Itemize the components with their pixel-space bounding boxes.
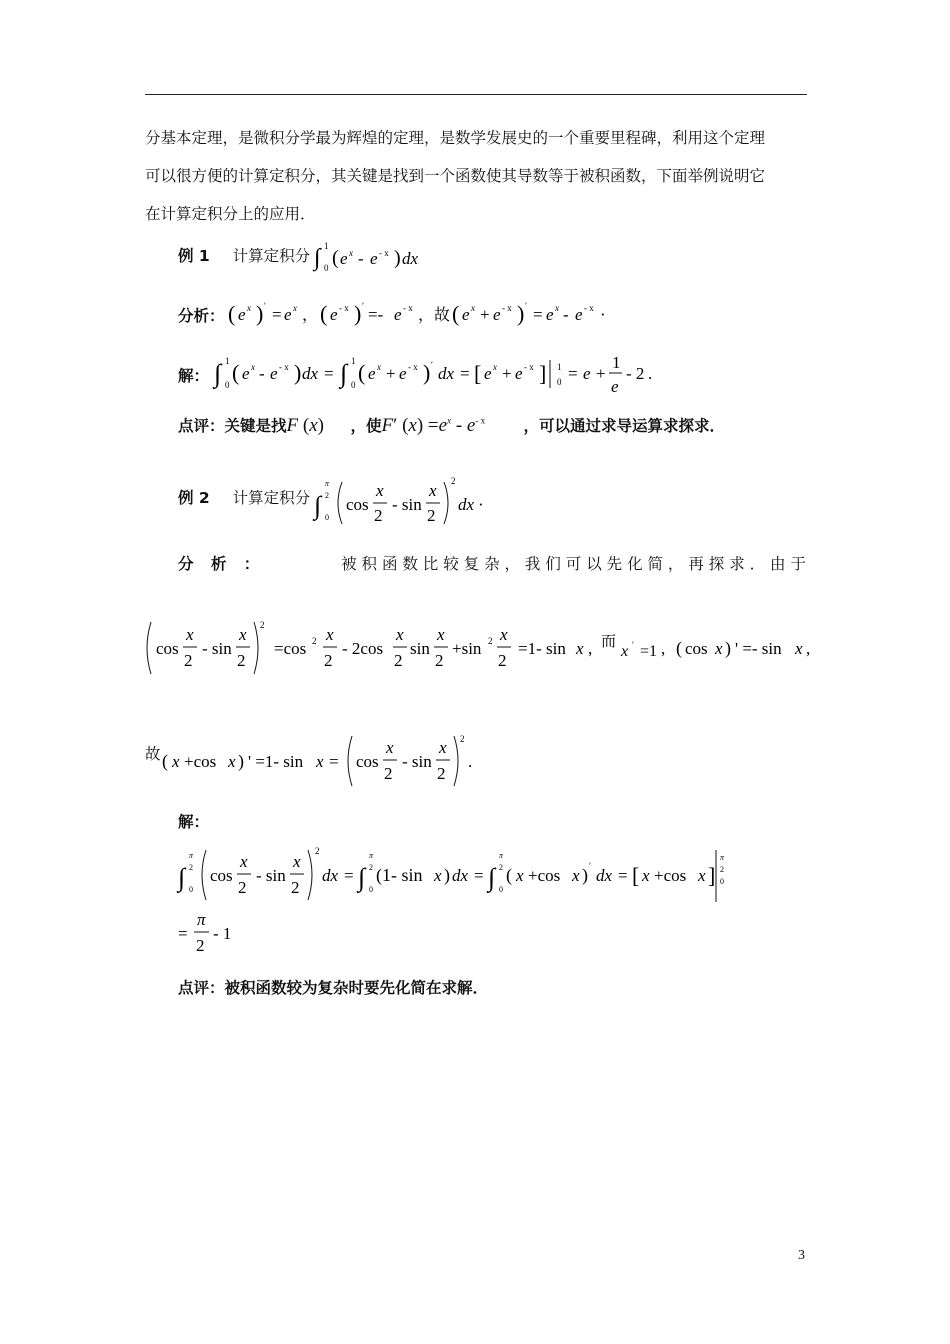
- svg-text:x: x: [715, 639, 723, 658]
- svg-text:-: -: [358, 249, 364, 268]
- svg-text:cos: cos: [156, 639, 179, 658]
- svg-text:x: x: [572, 866, 580, 885]
- svg-text:-: -: [563, 305, 569, 324]
- svg-text:,: ,: [661, 639, 666, 658]
- intro-line-2: 可以很方便的计算定积分，其关键是找到一个函数使其导数等于被积函数，下面举例说明它: [145, 167, 766, 185]
- svg-text:dx: dx: [402, 249, 419, 268]
- svg-text:x: x: [500, 625, 508, 644]
- svg-text:(: (: [332, 247, 339, 269]
- svg-text:2: 2: [435, 651, 444, 670]
- svg-text:cos: cos: [356, 752, 379, 771]
- svg-text:x: x: [437, 625, 445, 644]
- svg-text:cos: cos: [210, 866, 233, 885]
- svg-text:2: 2: [394, 651, 403, 670]
- svg-text:dx: dx: [596, 866, 613, 885]
- svg-text:e: e: [370, 249, 378, 268]
- svg-text:2: 2: [196, 936, 205, 955]
- svg-text:): ): [517, 301, 525, 326]
- svg-text:∫: ∫: [488, 863, 496, 892]
- svg-text:x: x: [795, 639, 803, 658]
- svg-text:(: (: [232, 360, 240, 385]
- svg-text:2: 2: [184, 651, 193, 670]
- svg-text:- x: - x: [279, 362, 289, 372]
- svg-text:∫: ∫: [358, 863, 366, 892]
- svg-text:π: π: [197, 910, 206, 929]
- svg-text:∫: ∫: [314, 245, 321, 271]
- svg-text:2: 2: [325, 491, 329, 500]
- svg-text:x: x: [471, 303, 475, 313]
- svg-text:dx: dx: [302, 364, 319, 383]
- svg-text:x: x: [434, 866, 442, 885]
- svg-text:x: x: [621, 643, 629, 660]
- svg-text:e: e: [330, 305, 338, 324]
- intro-line-1: 分基本定理，是微积分学最为辉煌的定理，是数学发展史的一个重要里程碑，利用这个定理: [145, 129, 766, 147]
- svg-text:): ): [444, 865, 450, 885]
- svg-text:- x: - x: [403, 303, 413, 313]
- example-1-comment-text-b: ，使: [350, 417, 382, 435]
- svg-text:∫: ∫: [178, 863, 186, 892]
- svg-text:·: ·: [478, 495, 484, 514]
- example-1-analysis-label: 分析：: [178, 307, 225, 325]
- svg-text:x: x: [698, 866, 706, 885]
- svg-text:): ): [354, 301, 362, 326]
- svg-text:- x: - x: [408, 362, 418, 372]
- svg-text:- 1: - 1: [213, 924, 232, 943]
- svg-text:π: π: [189, 851, 194, 860]
- svg-text:cos: cos: [346, 495, 369, 514]
- svg-text:- x: - x: [524, 362, 534, 372]
- svg-text:- 2cos: - 2cos: [342, 639, 384, 658]
- svg-text:e: e: [493, 305, 501, 324]
- svg-text:2: 2: [460, 734, 465, 744]
- svg-text:e: e: [484, 364, 492, 383]
- svg-text:2: 2: [312, 636, 317, 646]
- svg-text:2: 2: [260, 620, 265, 630]
- svg-text:=: =: [324, 364, 334, 383]
- svg-text:,: ,: [806, 639, 811, 658]
- svg-text:x: x: [642, 866, 650, 885]
- svg-text:=1- sin: =1- sin: [518, 639, 566, 658]
- svg-text:2: 2: [315, 846, 320, 856]
- svg-text:,: ,: [588, 639, 593, 658]
- svg-text:，: ，: [302, 307, 319, 324]
- svg-text:=: =: [272, 305, 282, 324]
- svg-text:2: 2: [451, 476, 456, 486]
- svg-text:=-: =-: [368, 305, 384, 324]
- svg-text:e: e: [546, 305, 554, 324]
- svg-text:=: =: [329, 752, 339, 771]
- example-1-solution-formula: [212, 348, 672, 398]
- svg-text:=: =: [178, 924, 188, 943]
- svg-text:): ): [725, 638, 731, 658]
- example-2-task-formula: [312, 474, 512, 530]
- svg-text:' =- sin: ' =- sin: [735, 639, 782, 658]
- example-2-solution-label: 解：: [178, 813, 210, 831]
- svg-text:x: x: [555, 303, 559, 313]
- svg-text:.: .: [468, 752, 473, 771]
- example-1-comment-f2: F′ $(x) =e^x - e^{- x}$: [381, 415, 486, 436]
- svg-text:): ): [423, 360, 431, 385]
- svg-text:+: +: [386, 364, 396, 383]
- svg-text:0: 0: [225, 380, 230, 390]
- svg-text:2: 2: [238, 878, 247, 897]
- svg-text:- sin: - sin: [256, 866, 286, 885]
- svg-text:[: [: [632, 863, 640, 888]
- svg-text:2: 2: [720, 865, 724, 874]
- svg-text:): ): [294, 360, 302, 385]
- svg-text:e: e: [399, 364, 407, 383]
- svg-text:0: 0: [324, 263, 329, 273]
- svg-text:e: e: [340, 249, 348, 268]
- example-1-comment-label: 点评：: [178, 417, 225, 435]
- svg-text:e: e: [238, 305, 246, 324]
- svg-text:=: =: [460, 364, 470, 383]
- svg-text:2: 2: [369, 863, 373, 872]
- example-1-comment-f1: F (x): [286, 415, 324, 436]
- svg-text:- x: - x: [584, 303, 594, 313]
- svg-text:2: 2: [437, 764, 446, 783]
- example-2-comment-text: 被积函数较为复杂时要先化简在求解．: [224, 979, 489, 997]
- svg-text:2: 2: [427, 506, 436, 525]
- svg-text:' =1- sin: ' =1- sin: [248, 752, 304, 771]
- svg-text:∫: ∫: [214, 359, 222, 388]
- example-2-analysis: [178, 552, 806, 574]
- svg-text:x: x: [247, 303, 251, 313]
- svg-text:): ): [394, 247, 401, 269]
- svg-text:′: ′: [632, 640, 634, 650]
- svg-text:+sin: +sin: [452, 639, 482, 658]
- svg-text:x: x: [240, 852, 248, 871]
- svg-text:.: .: [648, 364, 653, 383]
- svg-text:=: =: [568, 364, 578, 383]
- svg-text:0: 0: [351, 380, 356, 390]
- svg-text:e: e: [270, 364, 278, 383]
- svg-text:e: e: [515, 364, 523, 383]
- example-2-therefore-formula: [160, 728, 490, 792]
- example-1-label: 例 1: [178, 247, 210, 265]
- example-1-solution-label: 解：: [178, 367, 210, 385]
- svg-text:- sin: - sin: [402, 752, 432, 771]
- svg-text:+cos: +cos: [528, 866, 561, 885]
- svg-text:+cos: +cos: [654, 866, 687, 885]
- svg-text:1: 1: [557, 362, 562, 372]
- svg-text:π: π: [325, 479, 330, 488]
- svg-text:=: =: [533, 305, 543, 324]
- example-2-expand-formula: [140, 614, 820, 680]
- svg-text:- x: - x: [339, 303, 349, 313]
- svg-text:x: x: [516, 866, 524, 885]
- svg-text:(: (: [320, 301, 328, 326]
- svg-text:(: (: [676, 638, 682, 658]
- svg-text:x: x: [439, 738, 447, 757]
- svg-text:2: 2: [384, 764, 393, 783]
- svg-text:x: x: [376, 481, 384, 500]
- svg-text:′: ′: [264, 301, 266, 311]
- svg-text:2: 2: [324, 651, 333, 670]
- svg-text:而: 而: [601, 634, 617, 650]
- svg-text:′: ′: [525, 301, 527, 311]
- svg-text:dx: dx: [452, 866, 469, 885]
- svg-text:+: +: [502, 364, 512, 383]
- svg-text:e: e: [583, 364, 591, 383]
- svg-text:e: e: [611, 377, 619, 396]
- svg-text:+cos: +cos: [184, 752, 217, 771]
- svg-text:): ): [238, 751, 244, 771]
- svg-text:e: e: [394, 305, 402, 324]
- svg-text:- sin: - sin: [392, 495, 422, 514]
- svg-text:x: x: [576, 639, 584, 658]
- svg-text:dx: dx: [438, 364, 455, 383]
- svg-text:2: 2: [488, 636, 493, 646]
- svg-text:1: 1: [225, 356, 230, 366]
- svg-text:x: x: [316, 752, 324, 771]
- svg-text:π: π: [499, 851, 504, 860]
- svg-text:x: x: [228, 752, 236, 771]
- example-1-task-formula: [312, 240, 432, 274]
- svg-text:(: (: [358, 360, 366, 385]
- svg-text:(: (: [506, 865, 512, 885]
- svg-text:dx: dx: [458, 495, 475, 514]
- svg-text:x: x: [239, 625, 247, 644]
- svg-text:e: e: [462, 305, 470, 324]
- svg-text:π: π: [720, 853, 725, 862]
- example-2-analysis-label: 分 析 ：: [178, 555, 266, 573]
- svg-text:): ): [256, 301, 264, 326]
- svg-text:- 2: - 2: [626, 364, 645, 383]
- svg-text:∫: ∫: [314, 491, 322, 520]
- svg-text:x: x: [293, 303, 297, 313]
- svg-text:′: ′: [362, 301, 364, 311]
- svg-text:]: ]: [708, 863, 716, 888]
- svg-text:x: x: [396, 625, 404, 644]
- svg-text:+: +: [480, 305, 490, 324]
- svg-text:e: e: [368, 364, 376, 383]
- svg-text:0: 0: [189, 885, 193, 894]
- svg-text:0: 0: [557, 377, 562, 387]
- svg-text:′: ′: [431, 360, 433, 370]
- svg-text:x: x: [326, 625, 334, 644]
- example-2-comment: [178, 976, 488, 998]
- svg-text:0: 0: [720, 877, 724, 886]
- svg-text:2: 2: [498, 651, 507, 670]
- svg-text:x: x: [386, 738, 394, 757]
- svg-text:1: 1: [351, 356, 356, 366]
- svg-text:2: 2: [499, 863, 503, 872]
- svg-text:=: =: [474, 866, 484, 885]
- svg-text:=1: =1: [640, 643, 658, 660]
- svg-text:2: 2: [237, 651, 246, 670]
- svg-text:x: x: [349, 248, 353, 258]
- svg-text:sin: sin: [410, 639, 430, 658]
- svg-text:(: (: [452, 301, 460, 326]
- example-1-task: 计算定积分: [232, 247, 311, 265]
- example-2-heading: [178, 486, 310, 508]
- svg-text:e: e: [242, 364, 250, 383]
- svg-text:·: ·: [600, 305, 606, 324]
- svg-text:=cos: =cos: [274, 639, 307, 658]
- example-2-comment-label: 点评：: [178, 979, 225, 997]
- svg-text:x: x: [429, 481, 437, 500]
- svg-text:x: x: [186, 625, 194, 644]
- svg-text:x: x: [493, 362, 497, 372]
- svg-text:(: (: [162, 751, 168, 771]
- svg-text:=: =: [344, 866, 354, 885]
- svg-text:): ): [582, 865, 588, 885]
- example-1-analysis-formula: [226, 296, 626, 330]
- svg-text:cos: cos: [685, 639, 708, 658]
- svg-text:-: -: [259, 364, 265, 383]
- example-1-comment-text-c: ，可以通过求导运算求探求．: [523, 417, 726, 435]
- svg-text:0: 0: [325, 513, 329, 522]
- svg-text:′: ′: [589, 861, 591, 871]
- example-2-label: 例 2: [178, 489, 210, 507]
- example-2-therefore: 故: [145, 745, 161, 763]
- svg-text:x: x: [172, 752, 180, 771]
- svg-text:e: e: [575, 305, 583, 324]
- svg-text:0: 0: [369, 885, 373, 894]
- svg-text:0: 0: [499, 885, 503, 894]
- svg-text:x: x: [293, 852, 301, 871]
- svg-text:e: e: [284, 305, 292, 324]
- example-2-task: 计算定积分: [232, 489, 311, 507]
- svg-text:(1- sin: (1- sin: [376, 865, 423, 885]
- svg-text:[: [: [474, 361, 482, 386]
- svg-text:- x: - x: [502, 303, 512, 313]
- svg-text:1: 1: [324, 241, 329, 251]
- svg-text:2: 2: [374, 506, 383, 525]
- example-2-solution-formula: [176, 840, 736, 906]
- example-1-comment-text-a: 关键是找: [224, 417, 287, 435]
- svg-text:π: π: [369, 851, 374, 860]
- example-1-comment: [178, 414, 725, 437]
- svg-text:2: 2: [189, 863, 193, 872]
- svg-text:，故: ，故: [418, 307, 451, 324]
- svg-text:=: =: [618, 866, 628, 885]
- svg-text:1: 1: [612, 353, 621, 372]
- svg-text:- x: - x: [379, 248, 389, 258]
- example-2-result-formula: [176, 906, 256, 960]
- example-1-heading: [178, 244, 310, 266]
- svg-text:+: +: [596, 364, 606, 383]
- svg-text:x: x: [251, 362, 255, 372]
- intro-line-3: 在计算定积分上的应用．: [145, 205, 316, 223]
- svg-text:2: 2: [291, 878, 300, 897]
- svg-text:∫: ∫: [340, 359, 348, 388]
- header-rule: [145, 94, 807, 95]
- svg-text:x: x: [377, 362, 381, 372]
- page-number: 3: [798, 1248, 805, 1263]
- example-2-analysis-text: 被 积 函 数 比 较 复 杂 ， 我 们 可 以 先 化 简 ， 再 探 求 ． 由 于: [341, 555, 806, 573]
- svg-text:- sin: - sin: [202, 639, 232, 658]
- svg-text:(: (: [228, 301, 236, 326]
- svg-text:dx: dx: [322, 866, 339, 885]
- svg-text:]: ]: [539, 361, 547, 386]
